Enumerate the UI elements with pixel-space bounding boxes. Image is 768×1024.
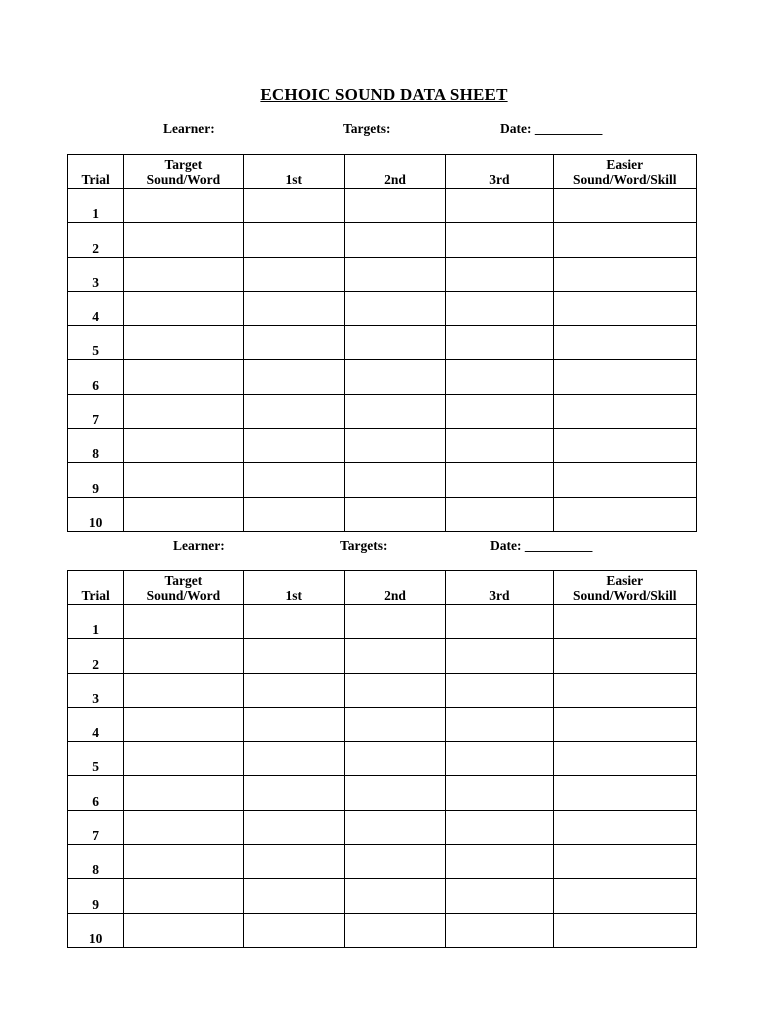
third-attempt-cell[interactable] <box>446 223 553 257</box>
target-sound-word-cell[interactable] <box>124 605 243 639</box>
table-row <box>68 257 697 291</box>
first-attempt-cell[interactable] <box>243 463 344 497</box>
easier-skill-cell[interactable] <box>553 742 697 776</box>
target-sound-word-cell[interactable] <box>124 257 243 291</box>
easier-skill-cell[interactable] <box>553 497 697 531</box>
third-attempt-cell[interactable] <box>446 879 553 913</box>
first-attempt-cell[interactable] <box>243 497 344 531</box>
table-row <box>68 639 697 673</box>
easier-skill-cell[interactable] <box>553 189 697 223</box>
header-2nd: 2nd <box>344 155 445 189</box>
table-row <box>68 394 697 428</box>
table-row <box>68 707 697 741</box>
target-sound-word-cell[interactable] <box>124 360 243 394</box>
target-sound-word-cell[interactable] <box>124 707 243 741</box>
easier-skill-cell[interactable] <box>553 810 697 844</box>
target-sound-word-cell[interactable] <box>124 810 243 844</box>
easier-skill-cell[interactable] <box>553 429 697 463</box>
target-sound-word-cell[interactable] <box>124 394 243 428</box>
trial-number: 1 <box>68 605 124 639</box>
second-attempt-cell[interactable] <box>344 776 445 810</box>
table-row <box>68 360 697 394</box>
third-attempt-cell[interactable] <box>446 463 553 497</box>
first-attempt-cell[interactable] <box>243 845 344 879</box>
trial-number: 6 <box>68 776 124 810</box>
trial-number: 4 <box>68 707 124 741</box>
target-sound-word-cell[interactable] <box>124 223 243 257</box>
trial-number: 9 <box>68 879 124 913</box>
table-row <box>68 742 697 776</box>
learner-label: Learner: <box>163 121 215 136</box>
easier-skill-cell[interactable] <box>553 394 697 428</box>
targets-label: Targets: <box>340 538 388 553</box>
third-attempt-cell[interactable] <box>446 394 553 428</box>
header-trial: Trial <box>68 571 124 605</box>
easier-skill-cell[interactable] <box>553 673 697 707</box>
trial-number: 7 <box>68 810 124 844</box>
third-attempt-cell[interactable] <box>446 742 553 776</box>
first-attempt-cell[interactable] <box>243 639 344 673</box>
target-sound-word-cell[interactable] <box>124 429 243 463</box>
header-3rd: 3rd <box>446 571 553 605</box>
first-attempt-cell[interactable] <box>243 776 344 810</box>
table-header-row <box>68 571 697 605</box>
trial-number: 10 <box>68 497 124 531</box>
table-body-2 <box>68 605 697 948</box>
target-sound-word-cell[interactable] <box>124 742 243 776</box>
header-2nd: 2nd <box>344 571 445 605</box>
easier-skill-cell[interactable] <box>553 639 697 673</box>
first-attempt-cell[interactable] <box>243 326 344 360</box>
trial-number: 8 <box>68 429 124 463</box>
table-row <box>68 291 697 325</box>
easier-skill-cell[interactable] <box>553 257 697 291</box>
trial-number: 9 <box>68 463 124 497</box>
target-sound-word-cell[interactable] <box>124 673 243 707</box>
third-attempt-cell[interactable] <box>446 605 553 639</box>
first-attempt-cell[interactable] <box>243 673 344 707</box>
header-1st: 1st <box>243 155 344 189</box>
table-row <box>68 810 697 844</box>
table-row <box>68 189 697 223</box>
second-attempt-cell[interactable] <box>344 394 445 428</box>
easier-skill-cell[interactable] <box>553 845 697 879</box>
third-attempt-cell[interactable] <box>446 326 553 360</box>
easier-skill-cell[interactable] <box>553 223 697 257</box>
easier-skill-cell[interactable] <box>553 776 697 810</box>
second-attempt-cell[interactable] <box>344 845 445 879</box>
first-attempt-cell[interactable] <box>243 605 344 639</box>
target-sound-word-cell[interactable] <box>124 291 243 325</box>
first-attempt-cell[interactable] <box>243 429 344 463</box>
third-attempt-cell[interactable] <box>446 845 553 879</box>
second-attempt-cell[interactable] <box>344 291 445 325</box>
trial-number: 8 <box>68 845 124 879</box>
first-attempt-cell[interactable] <box>243 189 344 223</box>
data-table-1 <box>67 154 697 532</box>
header-easier-sound-word-skill: Easier Sound/Word/Skill <box>553 155 697 189</box>
header-1st: 1st <box>243 571 344 605</box>
date-label: Date: __________ <box>490 538 593 553</box>
table-row <box>68 776 697 810</box>
target-sound-word-cell[interactable] <box>124 326 243 360</box>
learner-label: Learner: <box>173 538 225 553</box>
third-attempt-cell[interactable] <box>446 639 553 673</box>
trial-number: 1 <box>68 189 124 223</box>
second-attempt-cell[interactable] <box>344 360 445 394</box>
third-attempt-cell[interactable] <box>446 360 553 394</box>
table-row <box>68 673 697 707</box>
easier-skill-cell[interactable] <box>553 291 697 325</box>
easier-skill-cell[interactable] <box>553 913 697 947</box>
first-attempt-cell[interactable] <box>243 742 344 776</box>
table-row <box>68 879 697 913</box>
first-attempt-cell[interactable] <box>243 810 344 844</box>
second-attempt-cell[interactable] <box>344 326 445 360</box>
second-attempt-cell[interactable] <box>344 879 445 913</box>
trial-number: 3 <box>68 673 124 707</box>
target-sound-word-cell[interactable] <box>124 497 243 531</box>
trial-number: 10 <box>68 913 124 947</box>
target-sound-word-cell[interactable] <box>124 845 243 879</box>
header-target-sound-word: Target Sound/Word <box>124 155 243 189</box>
table-row <box>68 463 697 497</box>
header-easier-sound-word-skill: Easier Sound/Word/Skill <box>553 571 697 605</box>
easier-skill-cell[interactable] <box>553 326 697 360</box>
trial-number: 2 <box>68 223 124 257</box>
trial-number: 6 <box>68 360 124 394</box>
third-attempt-cell[interactable] <box>446 913 553 947</box>
second-attempt-cell[interactable] <box>344 257 445 291</box>
third-attempt-cell[interactable] <box>446 810 553 844</box>
target-sound-word-cell[interactable] <box>124 913 243 947</box>
second-attempt-cell[interactable] <box>344 742 445 776</box>
table-row <box>68 497 697 531</box>
second-attempt-cell[interactable] <box>344 639 445 673</box>
target-sound-word-cell[interactable] <box>124 879 243 913</box>
third-attempt-cell[interactable] <box>446 497 553 531</box>
first-attempt-cell[interactable] <box>243 394 344 428</box>
first-attempt-cell[interactable] <box>243 291 344 325</box>
header-trial: Trial <box>68 155 124 189</box>
trial-number: 5 <box>68 742 124 776</box>
table-body-1 <box>68 189 697 532</box>
table-row <box>68 605 697 639</box>
third-attempt-cell[interactable] <box>446 707 553 741</box>
target-sound-word-cell[interactable] <box>124 639 243 673</box>
first-attempt-cell[interactable] <box>243 257 344 291</box>
table-row <box>68 326 697 360</box>
easier-skill-cell[interactable] <box>553 463 697 497</box>
third-attempt-cell[interactable] <box>446 291 553 325</box>
third-attempt-cell[interactable] <box>446 189 553 223</box>
trial-number: 7 <box>68 394 124 428</box>
first-attempt-cell[interactable] <box>243 879 344 913</box>
third-attempt-cell[interactable] <box>446 429 553 463</box>
first-attempt-cell[interactable] <box>243 223 344 257</box>
first-attempt-cell[interactable] <box>243 913 344 947</box>
second-attempt-cell[interactable] <box>344 810 445 844</box>
third-attempt-cell[interactable] <box>446 776 553 810</box>
target-sound-word-cell[interactable] <box>124 776 243 810</box>
second-attempt-cell[interactable] <box>344 497 445 531</box>
second-attempt-cell[interactable] <box>344 913 445 947</box>
trial-number: 3 <box>68 257 124 291</box>
easier-skill-cell[interactable] <box>553 879 697 913</box>
second-attempt-cell[interactable] <box>344 673 445 707</box>
second-attempt-cell[interactable] <box>344 605 445 639</box>
trial-number: 5 <box>68 326 124 360</box>
second-attempt-cell[interactable] <box>344 223 445 257</box>
easier-skill-cell[interactable] <box>553 605 697 639</box>
table-row <box>68 913 697 947</box>
table-header-row <box>68 155 697 189</box>
trial-number: 2 <box>68 639 124 673</box>
document-title: ECHOIC SOUND DATA SHEET <box>260 85 508 104</box>
second-attempt-cell[interactable] <box>344 189 445 223</box>
second-attempt-cell[interactable] <box>344 707 445 741</box>
header-3rd: 3rd <box>446 155 553 189</box>
second-attempt-cell[interactable] <box>344 429 445 463</box>
data-table-2 <box>67 570 697 948</box>
table-row <box>68 223 697 257</box>
easier-skill-cell[interactable] <box>553 707 697 741</box>
second-attempt-cell[interactable] <box>344 463 445 497</box>
targets-label: Targets: <box>343 121 391 136</box>
first-attempt-cell[interactable] <box>243 360 344 394</box>
table-row <box>68 845 697 879</box>
first-attempt-cell[interactable] <box>243 707 344 741</box>
date-label: Date: __________ <box>500 121 603 136</box>
target-sound-word-cell[interactable] <box>124 189 243 223</box>
target-sound-word-cell[interactable] <box>124 463 243 497</box>
table-row <box>68 429 697 463</box>
third-attempt-cell[interactable] <box>446 257 553 291</box>
third-attempt-cell[interactable] <box>446 673 553 707</box>
header-target-sound-word: Target Sound/Word <box>124 571 243 605</box>
easier-skill-cell[interactable] <box>553 360 697 394</box>
trial-number: 4 <box>68 291 124 325</box>
